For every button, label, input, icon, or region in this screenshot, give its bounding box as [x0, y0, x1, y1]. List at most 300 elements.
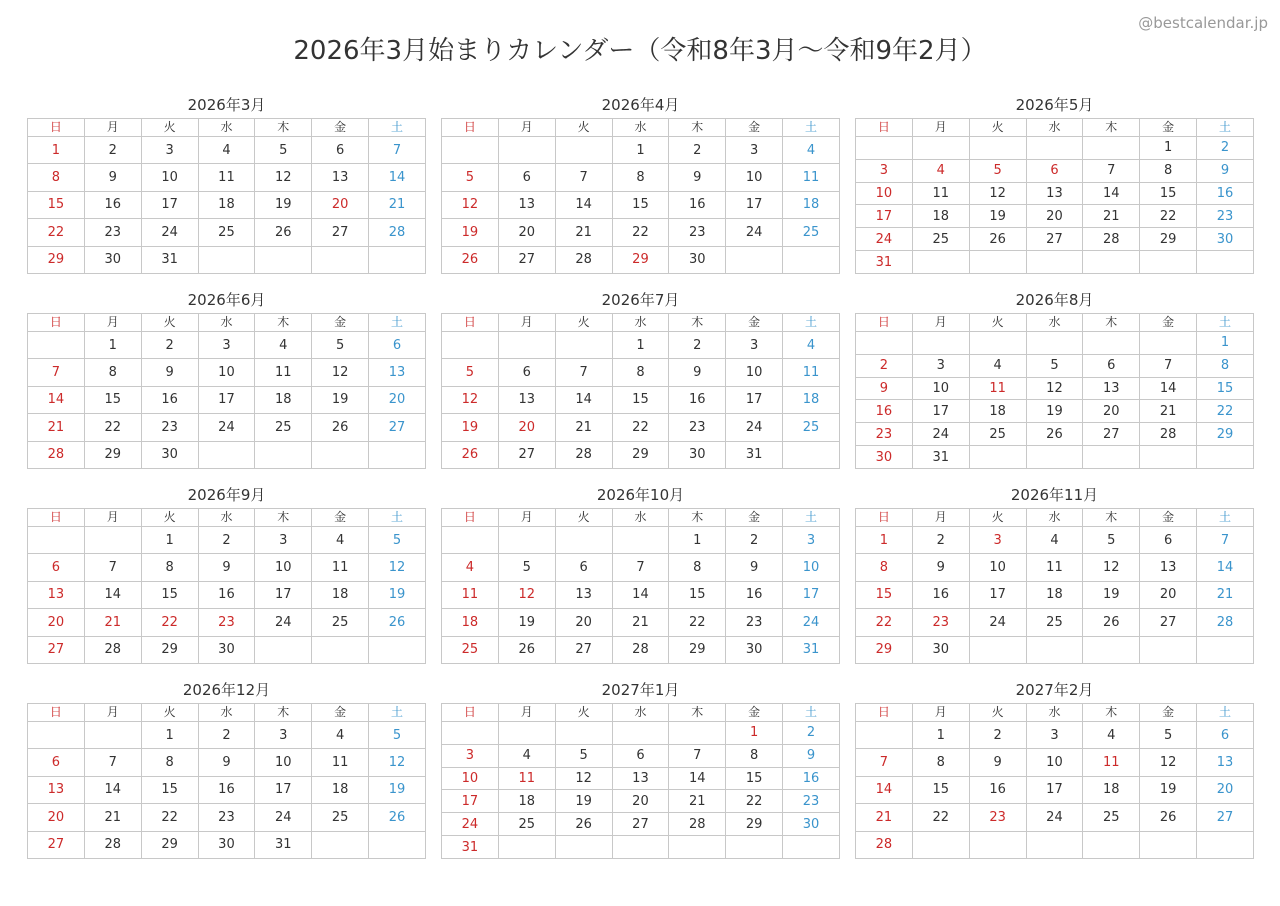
day-cell: 27 [498, 441, 555, 468]
week-row [28, 831, 426, 858]
day-cell: 7 [856, 749, 913, 776]
day-cell: 15 [612, 386, 669, 413]
day-cell: 16 [726, 581, 783, 608]
day-cell: 25 [312, 804, 369, 831]
day-cell: 28 [612, 636, 669, 663]
week-row [442, 609, 840, 636]
day-cell: 20 [1197, 776, 1254, 803]
empty-day-cell [369, 636, 426, 663]
day-cell: 17 [783, 581, 840, 608]
day-cell: 9 [198, 554, 255, 581]
day-cell: 3 [141, 137, 198, 164]
day-cell: 8 [912, 749, 969, 776]
empty-day-cell [1083, 831, 1140, 858]
week-row [28, 554, 426, 581]
day-cell: 23 [856, 423, 913, 446]
week-row [28, 581, 426, 608]
day-cell: 21 [669, 790, 726, 813]
weekday-label: 木 [255, 314, 312, 332]
weekday-header-row [856, 119, 1254, 137]
weekday-label: 土 [1197, 314, 1254, 332]
day-cell: 28 [84, 831, 141, 858]
day-cell: 7 [84, 554, 141, 581]
empty-day-cell [1197, 446, 1254, 469]
day-cell: 5 [1026, 354, 1083, 377]
day-cell: 7 [1083, 159, 1140, 182]
day-cell: 25 [1083, 804, 1140, 831]
day-cell: 24 [141, 219, 198, 246]
day-cell: 5 [442, 164, 499, 191]
weekday-label: 水 [198, 119, 255, 137]
day-cell: 20 [28, 804, 85, 831]
day-cell: 5 [498, 554, 555, 581]
day-cell: 5 [312, 332, 369, 359]
day-cell: 25 [783, 414, 840, 441]
month-title: 2026年6月 [187, 291, 266, 309]
day-cell: 20 [1140, 581, 1197, 608]
day-cell: 30 [84, 246, 141, 273]
day-cell: 24 [198, 414, 255, 441]
day-cell: 13 [498, 191, 555, 218]
month-calendar [441, 678, 840, 859]
week-row [442, 527, 840, 554]
day-cell: 6 [369, 332, 426, 359]
day-cell: 25 [969, 423, 1026, 446]
day-cell: 3 [856, 159, 913, 182]
month-table [27, 508, 426, 664]
weekday-label: 土 [783, 509, 840, 527]
weekday-header-row [28, 119, 426, 137]
day-cell: 17 [198, 386, 255, 413]
empty-day-cell [555, 332, 612, 359]
day-cell: 30 [198, 636, 255, 663]
empty-day-cell [612, 527, 669, 554]
empty-day-cell [498, 332, 555, 359]
day-cell: 2 [84, 137, 141, 164]
day-cell: 10 [1026, 749, 1083, 776]
weekday-label: 木 [669, 704, 726, 722]
day-cell: 8 [856, 554, 913, 581]
weekday-label: 土 [1197, 509, 1254, 527]
empty-day-cell [442, 527, 499, 554]
day-cell: 8 [726, 744, 783, 767]
week-row [856, 581, 1254, 608]
day-cell: 24 [726, 414, 783, 441]
week-row [442, 767, 840, 790]
weekday-label: 木 [255, 119, 312, 137]
day-cell: 24 [442, 813, 499, 836]
day-cell: 6 [28, 749, 85, 776]
month-title: 2026年11月 [1010, 486, 1099, 504]
day-cell: 9 [783, 744, 840, 767]
day-cell: 26 [555, 813, 612, 836]
day-cell: 6 [28, 554, 85, 581]
day-cell: 18 [498, 790, 555, 813]
day-cell: 27 [555, 636, 612, 663]
day-cell: 13 [612, 767, 669, 790]
week-row [856, 776, 1254, 803]
weekday-label: 木 [255, 704, 312, 722]
day-cell: 4 [442, 554, 499, 581]
day-cell: 4 [969, 354, 1026, 377]
week-row [28, 636, 426, 663]
day-cell: 26 [255, 219, 312, 246]
week-row [28, 527, 426, 554]
day-cell: 13 [1140, 554, 1197, 581]
day-cell: 10 [726, 164, 783, 191]
day-cell: 19 [312, 386, 369, 413]
day-cell: 11 [783, 359, 840, 386]
week-row [28, 137, 426, 164]
weekday-header-row [442, 119, 840, 137]
day-cell: 8 [141, 554, 198, 581]
month-table [441, 508, 840, 664]
empty-day-cell [612, 722, 669, 745]
month-calendar [441, 93, 840, 274]
week-row [28, 191, 426, 218]
weekday-label: 土 [783, 704, 840, 722]
day-cell: 3 [255, 722, 312, 749]
empty-day-cell [969, 137, 1026, 160]
day-cell: 22 [612, 414, 669, 441]
day-cell: 23 [783, 790, 840, 813]
day-cell: 22 [1197, 400, 1254, 423]
day-cell: 25 [1026, 609, 1083, 636]
empty-day-cell [1083, 332, 1140, 355]
empty-day-cell [84, 722, 141, 749]
day-cell: 2 [969, 722, 1026, 749]
week-row [28, 804, 426, 831]
weekday-label: 土 [783, 119, 840, 137]
day-cell: 17 [726, 386, 783, 413]
weekday-label: 土 [1197, 119, 1254, 137]
empty-day-cell [369, 246, 426, 273]
week-row [28, 441, 426, 468]
empty-day-cell [1083, 137, 1140, 160]
day-cell: 29 [726, 813, 783, 836]
day-cell: 29 [856, 636, 913, 663]
week-row [856, 446, 1254, 469]
week-row [442, 386, 840, 413]
weekday-label: 水 [1026, 509, 1083, 527]
weekday-label: 火 [141, 509, 198, 527]
month-table [855, 313, 1254, 469]
empty-day-cell [912, 332, 969, 355]
day-cell: 3 [198, 332, 255, 359]
month-table [855, 703, 1254, 859]
day-cell: 6 [312, 137, 369, 164]
week-row [442, 636, 840, 663]
week-row [442, 581, 840, 608]
empty-day-cell [442, 722, 499, 745]
day-cell: 4 [312, 527, 369, 554]
day-cell: 11 [312, 749, 369, 776]
day-cell: 31 [255, 831, 312, 858]
month-table [441, 313, 840, 469]
day-cell: 26 [369, 609, 426, 636]
day-cell: 9 [856, 377, 913, 400]
empty-day-cell [969, 446, 1026, 469]
week-row [856, 159, 1254, 182]
day-cell: 26 [969, 228, 1026, 251]
day-cell: 26 [1140, 804, 1197, 831]
weekday-label: 日 [442, 314, 499, 332]
weekday-label: 火 [141, 704, 198, 722]
empty-day-cell [84, 527, 141, 554]
day-cell: 11 [783, 164, 840, 191]
day-cell: 9 [669, 359, 726, 386]
empty-day-cell [312, 831, 369, 858]
day-cell: 9 [84, 164, 141, 191]
weekday-label: 土 [369, 314, 426, 332]
day-cell: 25 [442, 636, 499, 663]
day-cell: 5 [369, 527, 426, 554]
weekday-label: 水 [198, 314, 255, 332]
day-cell: 2 [669, 332, 726, 359]
month-title: 2026年8月 [1015, 291, 1094, 309]
day-cell: 12 [312, 359, 369, 386]
weekday-label: 金 [312, 509, 369, 527]
week-row [28, 219, 426, 246]
week-row [28, 164, 426, 191]
day-cell: 17 [856, 205, 913, 228]
week-row [856, 749, 1254, 776]
day-cell: 24 [1026, 804, 1083, 831]
weekday-label: 火 [141, 119, 198, 137]
week-row [442, 246, 840, 273]
day-cell: 4 [912, 159, 969, 182]
day-cell: 6 [498, 164, 555, 191]
day-cell: 19 [498, 609, 555, 636]
month-title: 2027年2月 [1015, 681, 1094, 699]
weekday-label: 金 [726, 509, 783, 527]
day-cell: 17 [1026, 776, 1083, 803]
day-cell: 10 [856, 182, 913, 205]
day-cell: 1 [1197, 332, 1254, 355]
day-cell: 15 [1140, 182, 1197, 205]
day-cell: 14 [856, 776, 913, 803]
week-row [856, 804, 1254, 831]
day-cell: 25 [912, 228, 969, 251]
day-cell: 2 [856, 354, 913, 377]
day-cell: 12 [1083, 554, 1140, 581]
day-cell: 20 [1026, 205, 1083, 228]
week-row [28, 359, 426, 386]
day-cell: 9 [1197, 159, 1254, 182]
day-cell: 28 [555, 246, 612, 273]
day-cell: 16 [84, 191, 141, 218]
day-cell: 22 [726, 790, 783, 813]
weekday-label: 火 [969, 119, 1026, 137]
month-calendar [441, 288, 840, 469]
day-cell: 4 [783, 137, 840, 164]
month-calendar [855, 288, 1254, 469]
empty-day-cell [312, 441, 369, 468]
week-row [28, 609, 426, 636]
day-cell: 19 [1140, 776, 1197, 803]
day-cell: 30 [856, 446, 913, 469]
empty-day-cell [28, 722, 85, 749]
day-cell: 19 [555, 790, 612, 813]
day-cell: 17 [912, 400, 969, 423]
weekday-label: 金 [1140, 314, 1197, 332]
day-cell: 20 [369, 386, 426, 413]
day-cell: 26 [442, 246, 499, 273]
empty-day-cell [28, 527, 85, 554]
day-cell: 19 [969, 205, 1026, 228]
day-cell: 5 [969, 159, 1026, 182]
day-cell: 12 [442, 386, 499, 413]
day-cell: 25 [783, 219, 840, 246]
day-cell: 16 [856, 400, 913, 423]
day-cell: 3 [912, 354, 969, 377]
day-cell: 28 [84, 636, 141, 663]
empty-day-cell [1197, 251, 1254, 274]
day-cell: 25 [198, 219, 255, 246]
month-calendar [855, 678, 1254, 859]
day-cell: 24 [255, 609, 312, 636]
day-cell: 11 [498, 767, 555, 790]
empty-day-cell [856, 722, 913, 749]
week-row [442, 722, 840, 745]
day-cell: 1 [28, 137, 85, 164]
day-cell: 18 [783, 386, 840, 413]
calendar-grid [27, 93, 1254, 859]
month-table [855, 508, 1254, 664]
empty-day-cell [969, 831, 1026, 858]
day-cell: 28 [856, 831, 913, 858]
day-cell: 15 [141, 776, 198, 803]
weekday-label: 水 [1026, 704, 1083, 722]
week-row [28, 332, 426, 359]
empty-day-cell [28, 332, 85, 359]
empty-day-cell [1026, 251, 1083, 274]
month-title: 2026年5月 [1015, 96, 1094, 114]
week-row [28, 414, 426, 441]
day-cell: 20 [1083, 400, 1140, 423]
day-cell: 27 [28, 831, 85, 858]
empty-day-cell [726, 836, 783, 859]
day-cell: 16 [141, 386, 198, 413]
empty-day-cell [1083, 446, 1140, 469]
day-cell: 9 [726, 554, 783, 581]
day-cell: 30 [141, 441, 198, 468]
empty-day-cell [1140, 636, 1197, 663]
day-cell: 12 [555, 767, 612, 790]
day-cell: 30 [912, 636, 969, 663]
empty-day-cell [612, 836, 669, 859]
day-cell: 5 [555, 744, 612, 767]
day-cell: 21 [555, 219, 612, 246]
day-cell: 13 [28, 776, 85, 803]
day-cell: 14 [555, 191, 612, 218]
day-cell: 17 [255, 581, 312, 608]
day-cell: 16 [669, 386, 726, 413]
day-cell: 12 [1026, 377, 1083, 400]
week-row [442, 137, 840, 164]
week-row [856, 831, 1254, 858]
day-cell: 13 [1083, 377, 1140, 400]
day-cell: 16 [1197, 182, 1254, 205]
day-cell: 29 [1197, 423, 1254, 446]
day-cell: 2 [1197, 137, 1254, 160]
weekday-header-row [856, 314, 1254, 332]
month-calendar [855, 93, 1254, 274]
empty-day-cell [498, 722, 555, 745]
day-cell: 14 [1197, 554, 1254, 581]
day-cell: 30 [726, 636, 783, 663]
day-cell: 8 [84, 359, 141, 386]
day-cell: 27 [1083, 423, 1140, 446]
week-row [442, 744, 840, 767]
day-cell: 3 [783, 527, 840, 554]
site-credit: @bestcalendar.jp [1138, 14, 1268, 32]
weekday-label: 土 [369, 704, 426, 722]
empty-day-cell [312, 246, 369, 273]
month-table [441, 703, 840, 859]
empty-day-cell [969, 251, 1026, 274]
day-cell: 22 [612, 219, 669, 246]
day-cell: 18 [783, 191, 840, 218]
week-row [28, 246, 426, 273]
empty-day-cell [1140, 251, 1197, 274]
week-row [28, 749, 426, 776]
day-cell: 10 [726, 359, 783, 386]
weekday-label: 水 [1026, 314, 1083, 332]
weekday-label: 水 [612, 314, 669, 332]
day-cell: 18 [969, 400, 1026, 423]
weekday-label: 土 [783, 314, 840, 332]
day-cell: 21 [84, 609, 141, 636]
day-cell: 5 [1083, 527, 1140, 554]
day-cell: 29 [612, 441, 669, 468]
empty-day-cell [255, 636, 312, 663]
day-cell: 12 [442, 191, 499, 218]
day-cell: 23 [669, 414, 726, 441]
day-cell: 28 [28, 441, 85, 468]
day-cell: 6 [1140, 527, 1197, 554]
weekday-header-row [28, 314, 426, 332]
week-row [442, 332, 840, 359]
day-cell: 21 [1140, 400, 1197, 423]
weekday-label: 木 [1083, 119, 1140, 137]
day-cell: 24 [726, 219, 783, 246]
weekday-label: 月 [84, 704, 141, 722]
day-cell: 25 [255, 414, 312, 441]
day-cell: 16 [198, 581, 255, 608]
day-cell: 3 [255, 527, 312, 554]
day-cell: 19 [1026, 400, 1083, 423]
weekday-label: 月 [498, 509, 555, 527]
day-cell: 24 [912, 423, 969, 446]
week-row [856, 554, 1254, 581]
month-title: 2026年4月 [601, 96, 680, 114]
day-cell: 26 [498, 636, 555, 663]
day-cell: 13 [369, 359, 426, 386]
day-cell: 20 [498, 414, 555, 441]
day-cell: 23 [669, 219, 726, 246]
weekday-label: 日 [28, 119, 85, 137]
day-cell: 27 [1026, 228, 1083, 251]
weekday-label: 木 [1083, 509, 1140, 527]
day-cell: 13 [1026, 182, 1083, 205]
day-cell: 28 [1140, 423, 1197, 446]
day-cell: 23 [1197, 205, 1254, 228]
weekday-label: 金 [312, 704, 369, 722]
empty-day-cell [1026, 332, 1083, 355]
day-cell: 21 [555, 414, 612, 441]
day-cell: 11 [1026, 554, 1083, 581]
